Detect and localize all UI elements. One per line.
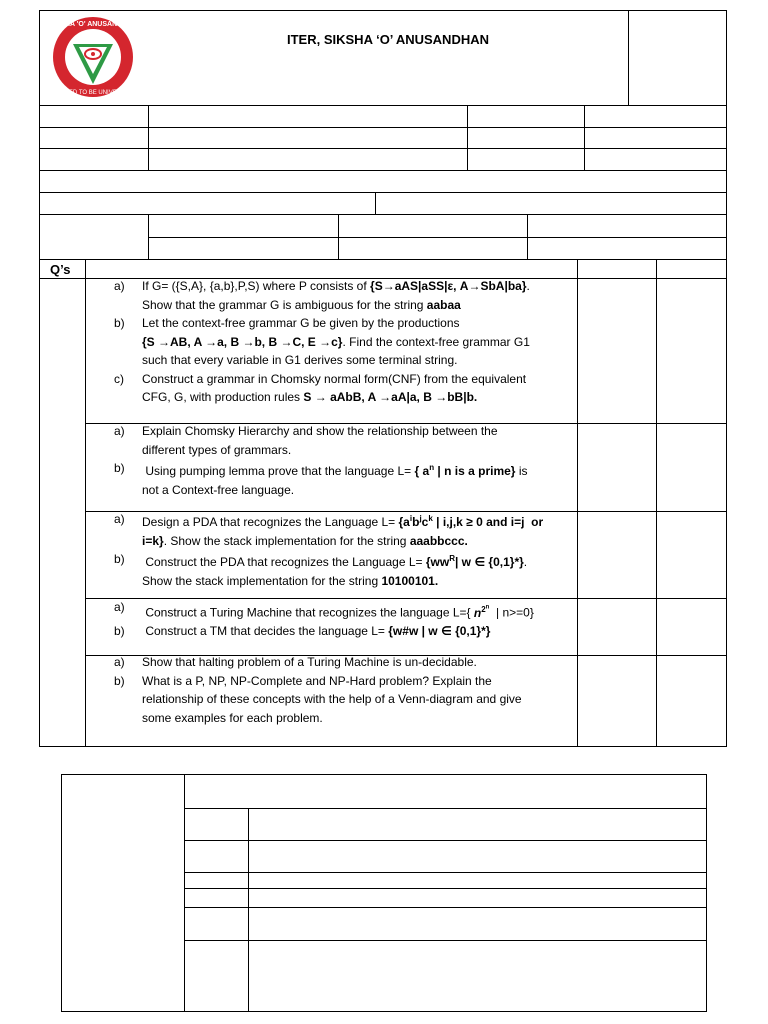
divider xyxy=(148,105,149,170)
divider xyxy=(584,105,585,170)
divider xyxy=(184,888,707,889)
question-1: a) If G= ({S,A}, {a,b},P,S) where P consists of {S→aAS|aSS|ε, A→SbA|ba}. Show that the grammar G is ambiguous for the string aabaa b) Let the context-free grammar G be given by the productions {S →AB, A →a, B →b, B →C, E →c}. Find the context-free grammar G1 such that every variable in G1 derives some terminal string. c) Construct a grammar in Chomsky normal form(CNF) from the equivalent CFG, G, with production rules S → aAbB, A →aA|a, B →bB|b. xyxy=(114,279,530,404)
divider xyxy=(39,105,727,106)
divider xyxy=(467,105,468,170)
svg-text:SIKSHA 'O' ANUSANDHAN: SIKSHA 'O' ANUSANDHAN xyxy=(48,21,138,28)
divider xyxy=(656,259,657,747)
divider xyxy=(148,214,149,260)
divider xyxy=(338,214,339,260)
question-4: a) Construct a Turing Machine that recognizes the language L={ $n^{2^n}$ | n>=0} b) Construct a TM that decides the language L= {w#w | w ∈ {0,1}*} xyxy=(114,600,534,639)
divider xyxy=(375,192,376,214)
divider xyxy=(39,170,727,171)
university-logo xyxy=(45,14,145,100)
divider xyxy=(85,259,86,747)
bottom-table xyxy=(61,774,707,1012)
divider xyxy=(184,872,707,873)
logo-seal-icon xyxy=(45,14,145,100)
qs-column-header: Q’s xyxy=(50,262,71,277)
question-3: a) Design a PDA that recognizes the Language $L= \{a^ib^jc^k$ | i,j,k ≥ 0 and i=j or i=k}. Show the stack implementation for the string aaabbccc. b) Construct the PDA that recognizes the Language $L= \{ww^R|$ w ∈ {0,1}*}. Show the stack implementation for the string 10100101. xyxy=(114,512,544,588)
divider xyxy=(39,127,727,128)
divider xyxy=(248,808,249,1012)
divider xyxy=(184,774,185,1012)
divider xyxy=(39,192,727,193)
institute-title: ITER, SIKSHA ‘O’ ANUSANDHAN xyxy=(287,32,489,47)
divider xyxy=(39,148,727,149)
question-5: a) Show that halting problem of a Turing Machine is un-decidable. b) What is a P, NP, NP-Complete and NP-Hard problem? Explain the relationship of these concepts with the help of a Venn-diagram and give some examples for each problem. xyxy=(114,655,522,725)
divider xyxy=(628,10,629,106)
divider xyxy=(148,237,727,238)
divider xyxy=(184,840,707,841)
divider xyxy=(184,808,707,809)
divider xyxy=(527,214,528,260)
divider xyxy=(184,907,707,908)
question-2: a) Explain Chomsky Hierarchy and show the relationship between the different types of grammars. b) Using pumping lemma prove that the language L= { $a^n$ | n is a prime} is not a Context-free language. xyxy=(114,424,528,497)
divider xyxy=(577,259,578,747)
divider xyxy=(39,214,727,215)
divider xyxy=(184,940,707,941)
svg-text:DEEMED TO BE UNIVERSITY: DEEMED TO BE UNIVERSITY xyxy=(51,90,135,96)
